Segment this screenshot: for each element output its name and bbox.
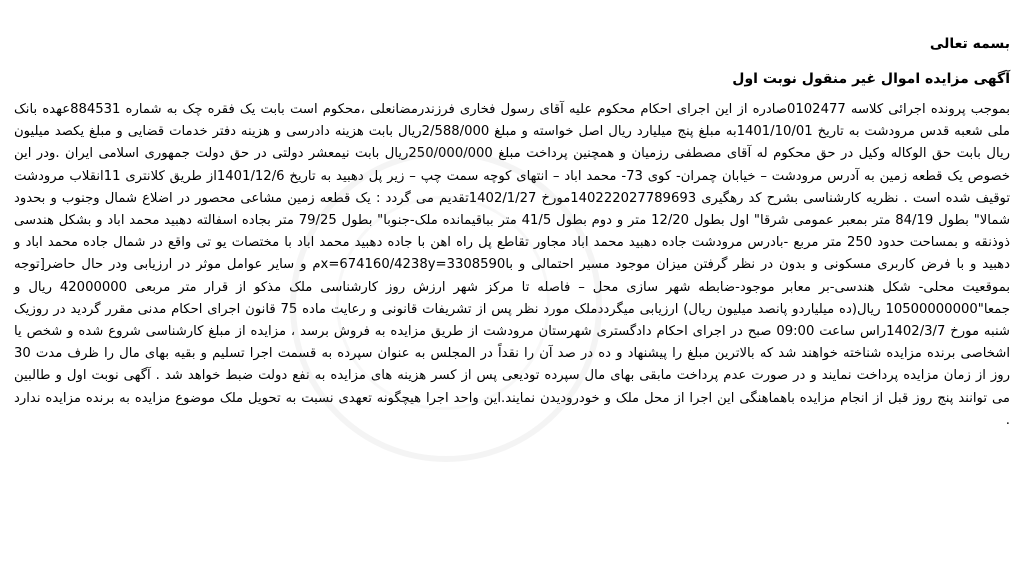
document-subtitle: آگهی مزایده اموال غیر منقول نوبت اول — [732, 71, 1010, 87]
document-body: بموجب پرونده اجرائی کلاسه 0102477صادره از این اجرای احکام محکوم علیه آقای رسول فخاری فرزندرمضانعلی ،محکوم است بابت یک فقره چک به شماره 884531عهده بانک ملی شعبه قدس مرودشت به تاریخ 1401/10/01به مبلغ پنج میلیارد ریال اصل خواسته و مبلغ 2/588/000ریال بابت هزینه دادرسی و هزینه دفتر خدمات قضایی و مبلغ یکصد میلیون ریال بابت حق الوکاله وکیل در حق محکوم له آقای مصطفی رزمیان و همچنین پرداخت مبلغ 250/000/000ریال بابت نیمعشر دولتی در حق دولت جمهوری اسلامی ایران .ودر این خصوص یک قطعه زمین به آدرس مرودشت – خیابان چمران- کوی 73- محمد اباد – انتهای کوچه سمت چپ – زیر پل دهبید به تاریخ 1401/12/6از طریق کلانتری 11انقلاب مرودشت توقیف شده است . نظریه کارشناسی بشرح کد رهگیری 140222027789693مورخ 1402/1/27تقدیم می گردد : یک قطعه زمین مشاعی محصور در اضلاع شمال وجنوب و بحدود شمالا" بطول 84/19 متر بمعبر عمومی شرقا" اول بطول 12/20 متر و دوم بطول 41/5 متر بباقیمانده ملک-جنوبا" بطول 79/25 متر بجاده اسفالته دهبید محمد اباد و بشکل هندسی ذوذنقه و بمساحت حدود 250 متر مربع -بادرس مرودشت جاده دهبید محمد اباد مجاور تقاطع پل راه اهن با جاده دهبید محمد اباد با مختصات یو تی واقع در شمال جاده محمد اباد و دهبید و با فرض کاربری مسکونی و بدون در نظر گرفتن میزان موجود مسیر احتمالی و باx=674160/4238y=3308590م و سایر عوامل موثر در ارزیابی ودر حال حاضر[توجه بموقعیت محلی- شکل هندسی-بر معابر موجود-ضابطه شهر سازی محل – فاصله تا مرکز شهر ارزش روز کارشناسی ملک مذکو از قرار متر مربعی 42000000 ریال و جمعا"10500000000 ریال(ده میلیاردو پانصد میلیون ریال) ارزیابی میگرددملک مورد نظر پس از تشریفات قانونی و رعایت ماده 75 قانون اجرای احکام مدنی مقرر گردید در روزیک شنبه مورخ 1402/3/7راس ساعت 09:00 صبح در اجرای احکام دادگستری شهرستان مرودشت از طریق مزایده به فروش برسد ، مزایده از مبلغ کارشناسی شروع شده و شخص یا اشخاصی برنده مزایده شناخته خواهند شد که بالاترین مبلغ را پیشنهاد و ده در صد آن را نقداً در المجلس به عنوان سپرده به قسمت اجرا تسلیم و بقیه بهای مال را ظرف مدت 30 روز از زمان مزایده پرداخت نمایند و در صورت عدم پرداخت مابقی بهای مال سپرده تودیعی پس از کسر هزینه های مزایده به نفع دولت ضبط خواهد شد . آگهی نوبت اول و طالبین می توانند پنج روز قبل از انجام مزایده باهماهنگی این اجرا از محل ملک و خودرودیدن نمایند.این واحد اجرا هیچگونه تعهدی نسبت به تحویل ملک موضوع مزایده به برنده مزایده ندارد . — [14, 102, 1011, 428]
document-title: بسمه تعالی — [929, 36, 1010, 52]
